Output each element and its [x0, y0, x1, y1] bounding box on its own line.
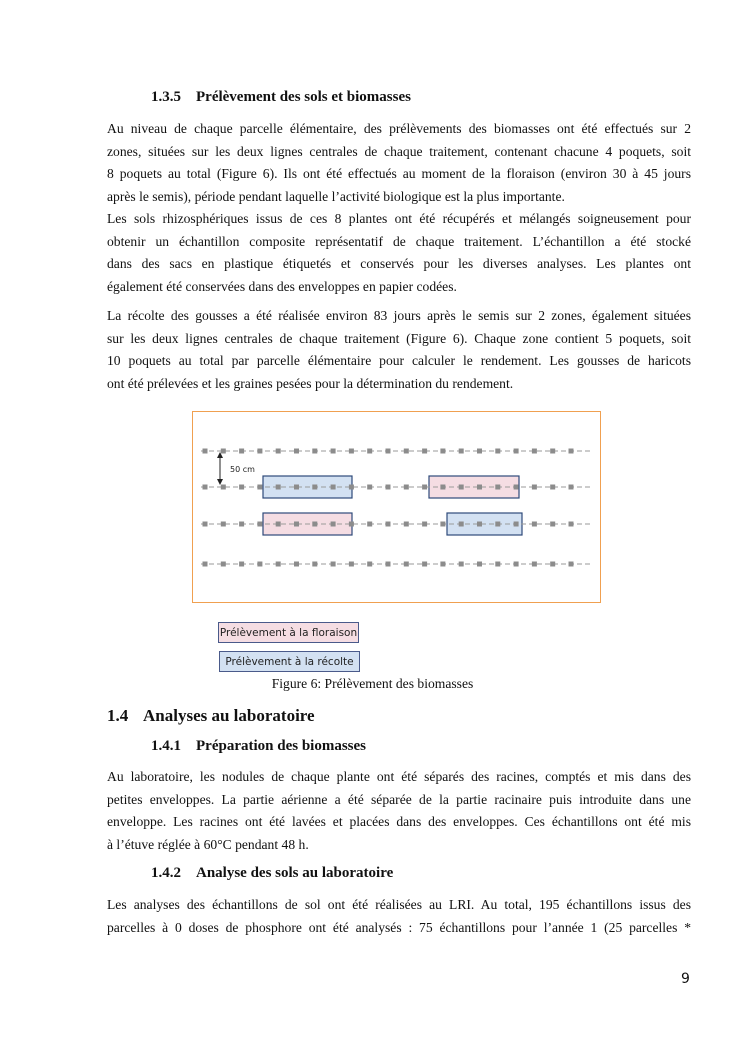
- figure-caption: Figure 6: Prélèvement des biomasses: [271, 676, 474, 691]
- seed-pocket-marker: [514, 485, 519, 490]
- seed-pocket-marker: [367, 449, 372, 454]
- page-number: 9: [681, 971, 690, 987]
- seed-pocket-marker: [294, 485, 299, 490]
- paragraph-line: Au niveau de chaque parcelle élémentaire, des prélèvements des biomasses ont été effectués sur 2: [107, 121, 691, 136]
- seed-pocket-marker: [514, 562, 519, 567]
- seed-pocket-marker: [239, 449, 244, 454]
- seed-pocket-marker: [331, 562, 336, 567]
- seed-pocket-marker: [312, 522, 317, 527]
- seed-pocket-marker: [404, 485, 409, 490]
- seed-pocket-marker: [569, 485, 574, 490]
- paragraph-line: obtenir un échantillon composite représentatif de chaque traitement. L’échantillon a été stocké: [107, 233, 691, 249]
- seed-pocket-marker: [440, 449, 445, 454]
- seed-pocket-marker: [386, 485, 391, 490]
- section-number: 1.4.2: [151, 865, 181, 881]
- paragraph-line: dans des sacs en plastique étiquetés et conservés pour les diverses analyses. Les plantes ont: [107, 256, 691, 271]
- seed-pocket-marker: [221, 522, 226, 527]
- section-number: 1.3.5: [151, 89, 181, 105]
- seed-pocket-marker: [459, 485, 464, 490]
- seed-pocket-marker: [404, 449, 409, 454]
- seed-pocket-marker: [404, 562, 409, 567]
- seed-pocket-marker: [203, 562, 208, 567]
- seed-pocket-marker: [331, 485, 336, 490]
- seed-pocket-marker: [477, 522, 482, 527]
- seed-pocket-marker: [532, 562, 537, 567]
- seed-pocket-marker: [386, 522, 391, 527]
- paragraph-line: 10 poquets au total par parcelle élémentaire pour calculer le rendement. Les gousses de haricots: [107, 353, 691, 368]
- seed-pocket-marker: [514, 522, 519, 527]
- seed-pocket-marker: [422, 485, 427, 490]
- section-title: Prélèvement des sols et biomasses: [196, 89, 411, 105]
- seed-pocket-marker: [349, 449, 354, 454]
- legend-harvest: Prélèvement à la récolte: [219, 651, 360, 672]
- seed-pocket-marker: [495, 449, 500, 454]
- paragraph-line: ont été prélevées et les graines pesées pour la détermination du rendement.: [107, 375, 514, 391]
- seed-pocket-marker: [422, 522, 427, 527]
- paragraph-line: La récolte des gousses a été réalisée environ 83 jours après le semis sur 2 zones, également situées: [107, 308, 691, 323]
- paragraph-line: 8 poquets au total (Figure 6). Ils ont été effectués au moment de la floraison (environ 30 à 45 jours: [107, 166, 691, 181]
- section-title: Analyse des sols au laboratoire: [196, 865, 394, 881]
- seed-pocket-marker: [312, 562, 317, 567]
- section-heading-1-3-5: [151, 89, 411, 106]
- section-heading-1-4-2: [151, 865, 393, 882]
- seed-pocket-marker: [477, 562, 482, 567]
- seed-pocket-marker: [569, 522, 574, 527]
- seed-pocket-marker: [422, 562, 427, 567]
- seed-pocket-marker: [349, 522, 354, 527]
- seed-pocket-marker: [276, 485, 281, 490]
- seed-pocket-marker: [203, 522, 208, 527]
- seed-pocket-marker: [239, 522, 244, 527]
- seed-pocket-marker: [459, 449, 464, 454]
- seed-pocket-marker: [349, 485, 354, 490]
- seed-pocket-marker: [386, 449, 391, 454]
- seed-pocket-marker: [239, 562, 244, 567]
- legend-flowering: Prélèvement à la floraison: [218, 622, 359, 643]
- seed-pocket-marker: [367, 485, 372, 490]
- seed-pocket-marker: [257, 522, 262, 527]
- seed-pocket-marker: [367, 522, 372, 527]
- seed-pocket-marker: [203, 449, 208, 454]
- seed-pocket-marker: [477, 449, 482, 454]
- seed-pocket-marker: [495, 562, 500, 567]
- section-title: Analyses au laboratoire: [143, 706, 315, 725]
- seed-pocket-marker: [495, 522, 500, 527]
- seed-pocket-marker: [440, 485, 445, 490]
- seed-pocket-marker: [294, 522, 299, 527]
- seed-pocket-marker: [404, 522, 409, 527]
- seed-pocket-marker: [440, 562, 445, 567]
- seed-pocket-marker: [221, 449, 226, 454]
- paragraph-harvest: [107, 305, 691, 395]
- scale-arrow-icon: [217, 452, 223, 485]
- seed-pocket-marker: [312, 449, 317, 454]
- seed-pocket-marker: [257, 449, 262, 454]
- paragraph-biomass-preparation: [107, 766, 691, 856]
- seed-pocket-marker: [331, 522, 336, 527]
- seed-pocket-marker: [221, 485, 226, 490]
- seed-pocket-marker: [550, 449, 555, 454]
- paragraph-line: Au laboratoire, les nodules de chaque plante ont été séparés des racines, comptés et mis dans des: [107, 769, 691, 784]
- seed-pocket-marker: [550, 485, 555, 490]
- seed-pocket-marker: [459, 522, 464, 527]
- seed-pocket-marker: [532, 485, 537, 490]
- seed-pocket-marker: [459, 562, 464, 567]
- paragraph-line: zones, situées sur les deux lignes centrales de chaque traitement, contenant chacune 4 poquets, soit: [107, 143, 691, 159]
- seed-pocket-marker: [294, 449, 299, 454]
- paragraph-line: Les analyses des échantillons de sol ont été réalisées au LRI. Au total, 195 échantillons issus des: [107, 897, 691, 912]
- seed-pocket-marker: [331, 449, 336, 454]
- paragraph-line: également été conservées dans des enveloppes en papier codées.: [107, 278, 457, 294]
- plot-layout-diagram: [193, 412, 599, 601]
- paragraph-line: petites enveloppes. La partie aérienne a été séparée de la partie racinaire puis introduite dans une: [107, 791, 691, 807]
- seed-pocket-marker: [257, 485, 262, 490]
- section-heading-1-4-1: [151, 738, 366, 755]
- paragraph-soil-analysis: [107, 894, 691, 939]
- seed-pocket-marker: [495, 485, 500, 490]
- seed-pocket-marker: [203, 485, 208, 490]
- section-number: 1.4.1: [151, 738, 181, 754]
- seed-pocket-marker: [294, 562, 299, 567]
- seed-pocket-marker: [422, 449, 427, 454]
- seed-pocket-marker: [532, 449, 537, 454]
- planting-rows-overlay: [201, 449, 593, 567]
- seed-pocket-marker: [276, 562, 281, 567]
- seed-pocket-marker: [257, 562, 262, 567]
- paragraph-line: après le semis), période pendant laquelle l’activité biologique est la plus importante.: [107, 188, 565, 204]
- paragraph-line: parcelles à 0 doses de phosphore ont été analysés : 75 échantillons pour l’année 1 (25 parcelles *: [107, 919, 691, 935]
- seed-pocket-marker: [569, 449, 574, 454]
- seed-pocket-marker: [514, 449, 519, 454]
- seed-pocket-marker: [440, 522, 445, 527]
- seed-pocket-marker: [349, 562, 354, 567]
- scale-label: 50 cm: [230, 465, 255, 474]
- section-title: Préparation des biomasses: [196, 738, 366, 754]
- section-number: 1.4: [107, 706, 129, 725]
- seed-pocket-marker: [367, 562, 372, 567]
- seed-pocket-marker: [569, 562, 574, 567]
- paragraph-line: Les sols rhizosphériques issus de ces 8 plantes ont été récupérés et mélangés soigneusement pour: [107, 211, 691, 226]
- seed-pocket-marker: [386, 562, 391, 567]
- seed-pocket-marker: [312, 485, 317, 490]
- seed-pocket-marker: [532, 522, 537, 527]
- paragraph-line: sur les deux lignes centrales de chaque traitement (Figure 6). Chaque zone contient 5 poquets, soit: [107, 330, 691, 346]
- figure-plot-layout: [192, 411, 601, 603]
- seed-pocket-marker: [550, 522, 555, 527]
- seed-pocket-marker: [239, 485, 244, 490]
- seed-pocket-marker: [550, 562, 555, 567]
- seed-pocket-marker: [221, 562, 226, 567]
- paragraph-biomass-sampling: [107, 118, 691, 298]
- seed-pocket-marker: [276, 449, 281, 454]
- seed-pocket-marker: [276, 522, 281, 527]
- seed-pocket-marker: [477, 485, 482, 490]
- paragraph-line: enveloppe. Les racines ont été lavées et placées dans des enveloppes. Ces échantillons ont été mis: [107, 814, 691, 829]
- paragraph-line: à l’étuve réglée à 60°C pendant 48 h.: [107, 836, 309, 852]
- section-heading-1-4: [107, 706, 315, 726]
